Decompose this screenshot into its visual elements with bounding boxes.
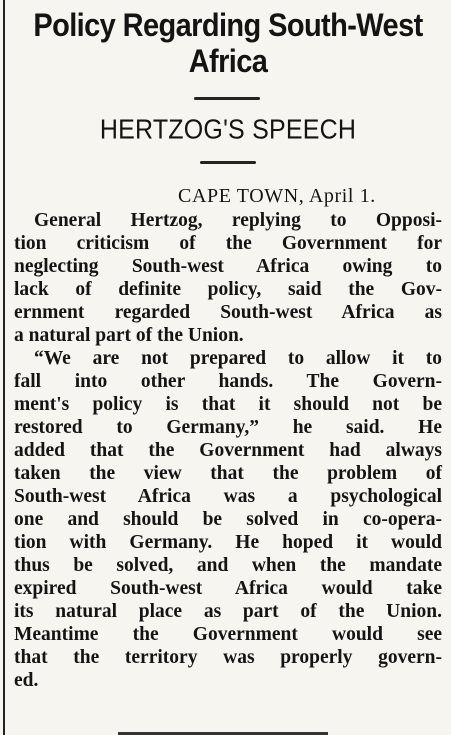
- article-body: [14, 209, 442, 692]
- body-line: expired South-west Africa would take: [14, 578, 442, 599]
- body-line: ed.: [14, 670, 39, 691]
- body-line: General Hertzog, replying to Opposi-: [34, 210, 442, 231]
- body-line: tion with Germany. He hoped it would: [14, 532, 442, 553]
- body-line: ment's policy is that it should not be: [14, 394, 442, 415]
- ornament-dash: [194, 97, 260, 100]
- body-line: tion criticism of the Government for: [14, 233, 442, 254]
- body-line: that the territory was properly govern-: [14, 647, 442, 668]
- headline-line-1: Policy Regarding South-West: [33, 8, 423, 44]
- body-line: neglecting South-west Africa owing to: [14, 256, 442, 277]
- dateline: CAPE TOWN, April 1.: [178, 185, 376, 207]
- headline: [14, 8, 442, 80]
- body-line: restored to Germany,” he said. He: [14, 417, 442, 438]
- column-rule: [3, 0, 5, 735]
- ornament-dash: [200, 161, 256, 164]
- body-line: “We are not prepared to allow it to: [34, 348, 442, 369]
- body-line: lack of definite policy, said the Gov-: [14, 279, 442, 300]
- body-line: a natural part of the Union.: [14, 325, 244, 346]
- body-line: South-west Africa was a psychological: [14, 486, 442, 507]
- body-line: Meantime the Government would see: [14, 624, 442, 645]
- body-line: thus be solved, and when the mandate: [14, 555, 442, 576]
- subheadline: HERTZOG'S SPEECH: [99, 114, 357, 145]
- body-line: one and should be solved in co-opera-: [14, 509, 442, 530]
- body-line: fall into other hands. The Govern-: [14, 371, 442, 392]
- body-line: its natural place as part of the Union.: [14, 601, 442, 622]
- body-line: ernment regarded South-west Africa as: [14, 302, 442, 323]
- body-line: added that the Government had always: [14, 440, 442, 461]
- body-line: taken the view that the problem of: [14, 463, 442, 484]
- headline-line-2: Africa: [188, 43, 268, 80]
